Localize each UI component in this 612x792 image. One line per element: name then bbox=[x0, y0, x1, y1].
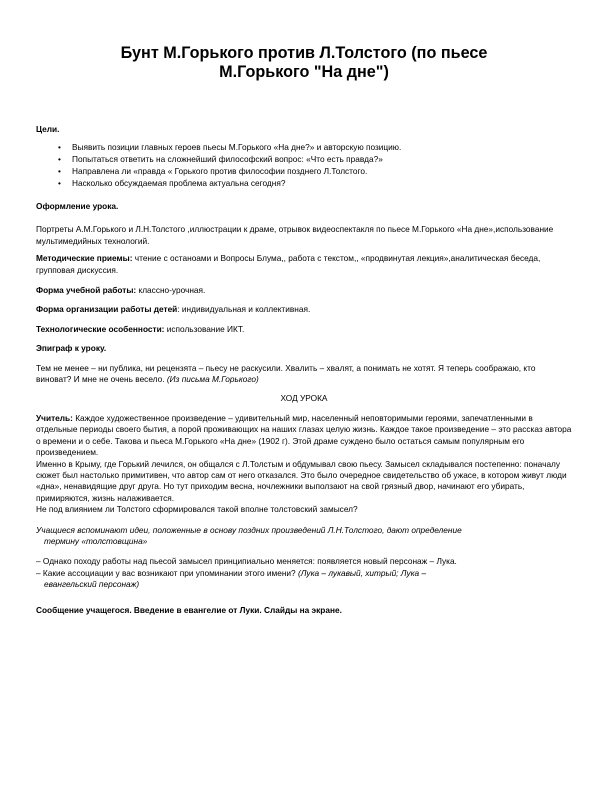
work-form-label: Форма учебной работы: bbox=[36, 285, 137, 296]
dialogue-line-2 bbox=[36, 568, 572, 579]
goals-heading: Цели. bbox=[36, 124, 60, 134]
list-item: • Попытаться ответить на сложнейший философский вопрос: «Что есть правда?» bbox=[36, 153, 572, 165]
work-form-paragraph bbox=[36, 285, 572, 296]
org-form-paragraph bbox=[36, 304, 572, 315]
tech-paragraph bbox=[36, 324, 572, 335]
teacher-text-1: Каждое художественное произведение – удивительный мир, населенный неповторимыми героями, запечатленными в отдельные периоды своего бытия, а порой проживающих на наших глазах целую жизнь. Каждое такое произведение – это рассказ автора о времени и о себе. Такова и пьеса М.Горького «На дне» (1902 г). Этой драме суждено было остаться самым популярным его произведением. bbox=[36, 412, 572, 458]
epigraph-text bbox=[36, 363, 572, 386]
org-form-label: Форма организации работы детей bbox=[36, 304, 178, 315]
students-recall-line-2: термину «толстовщина» bbox=[44, 535, 148, 546]
epigraph-quote: Тем не менее – ни публика, ни рецензята – пьесу не раскусили. Хвалить – хвалят, а понимать не хотят. Я теперь соображаю, кто виноват? И мне не очень весело. bbox=[36, 362, 536, 385]
work-form-text: классно-урочная. bbox=[136, 285, 206, 296]
list-item: • Направлена ли «правда « Горького против философии позднего Л.Толстого. bbox=[36, 165, 572, 177]
teacher-paragraph-2: Именно в Крыму, где Горький лечился, он общался с Л.Толстым и обдумывал свою пьесу. Замысел складывался постепенно: поначалу сюжет был настолько примитивен, что автор сам от него отказался. Это было очередное свидетельство об ужасе, в котором живут люди «дна», ненавидящие друг друга. Но тут приходим весна, ночлежники выползают на свой грязный двор, начинают его убирать, примиряются, жизнь налаживается. bbox=[36, 458, 567, 503]
epigraph-heading: Эпиграф к уроку. bbox=[36, 343, 107, 354]
document-title bbox=[36, 44, 572, 82]
design-text: Портреты А.М.Горького и Л.Н.Толстого ,иллюстрации к драме, отрывок видеоспектакля по пьесе М.Горького «На дне»,использование мультимедийных технологий. bbox=[36, 224, 554, 246]
dialogue-line-1: – Однако походу работы над пьесой замысел принципиально меняется: появляется новый персонаж – Лука. bbox=[36, 556, 457, 567]
teacher-paragraph-3: Не под влиянием ли Толстого сформировался такой вполне толстовский замысел? bbox=[36, 504, 358, 515]
org-form-text: : индивидуальная и коллективная. bbox=[177, 304, 311, 315]
methods-paragraph bbox=[36, 253, 572, 276]
tech-text: использование ИКТ. bbox=[164, 323, 245, 334]
epigraph-source: (Из письма М.Горького) bbox=[166, 374, 259, 385]
design-heading: Оформление урока. bbox=[36, 201, 119, 211]
list-item: • Насколько обсуждаемая проблема актуальна сегодня? bbox=[36, 177, 572, 189]
methods-label: Методические приемы: bbox=[36, 253, 133, 264]
final-note: Сообщение учащегося. Введение в евангелие от Луки. Слайды на экране. bbox=[36, 604, 342, 615]
dialogue-question: – Какие ассоциации у вас возникают при упоминании этого имени? bbox=[36, 567, 298, 578]
document-page bbox=[36, 44, 572, 616]
title-line-2: М.Горького "На дне") bbox=[219, 63, 389, 81]
teacher-label: Учитель: bbox=[36, 412, 73, 423]
methods-text: чтение с останоами и Вопросы Блума,, работа с текстом,, «продвинутая лекция»,аналитическая беседа, групповая дискуссия. bbox=[36, 253, 541, 275]
dialogue-line-3: евангельский персонаж) bbox=[44, 579, 140, 590]
lesson-heading: ХОД УРОКА bbox=[280, 393, 328, 404]
goals-list bbox=[36, 141, 572, 189]
title-line-1: Бунт М.Горького против Л.Толстого (по пьесе bbox=[120, 44, 488, 62]
dialogue-answer-1: (Лука – лукавый, хитрый; Лука – bbox=[297, 567, 427, 578]
students-recall-line-1: Учащиеся вспоминают идеи, положенные в основу поздних произведений Л.Н.Толстого, дают определение bbox=[36, 524, 462, 535]
list-item: • Выявить позиции главных героев пьесы М.Горького «На дне?» и авторскую позицию. bbox=[36, 141, 572, 153]
teacher-paragraph-1 bbox=[36, 413, 572, 459]
tech-label: Технологические особенности: bbox=[36, 323, 165, 334]
